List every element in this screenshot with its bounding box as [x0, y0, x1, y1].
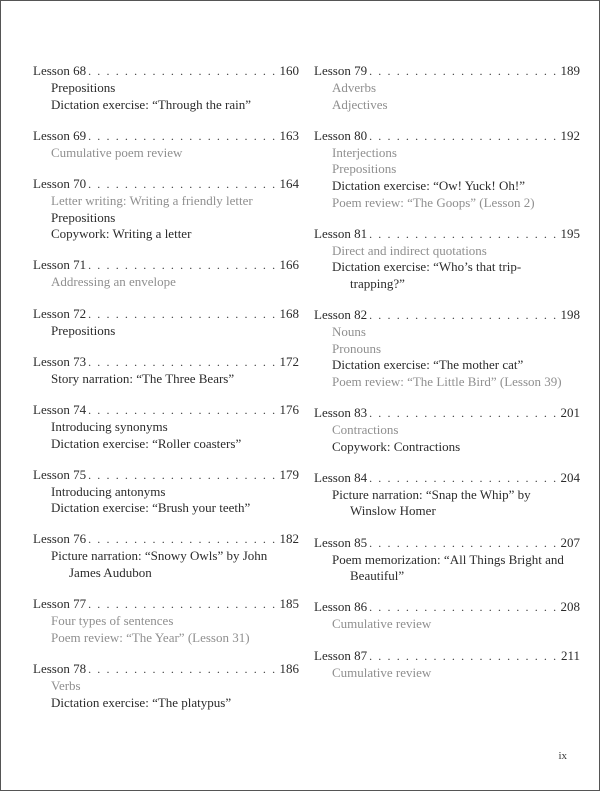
lesson-topic	[314, 665, 580, 682]
lesson-topic	[314, 357, 580, 374]
toc-entry	[314, 469, 580, 520]
lesson-topic	[314, 324, 580, 341]
lesson-page-number: 176	[279, 401, 299, 417]
lesson-topic	[314, 195, 580, 212]
lesson-topic	[314, 178, 580, 195]
dot-leader	[369, 648, 558, 665]
topic-text: Prepositions	[332, 161, 397, 177]
dot-leader	[369, 63, 557, 80]
lesson-page-number: 201	[560, 405, 580, 421]
lesson-topic	[314, 552, 580, 585]
lesson-heading	[314, 469, 580, 487]
lesson-heading	[314, 404, 580, 422]
toc-left-column	[33, 62, 299, 725]
lesson-topic	[314, 616, 580, 633]
topic-text: Cumulative review	[332, 664, 432, 680]
toc-entry	[33, 175, 299, 243]
toc-entry	[314, 225, 580, 293]
topic-text: Verbs	[51, 678, 81, 694]
toc-entry	[33, 256, 299, 291]
dot-leader	[88, 596, 276, 613]
topic-continuation: Beautiful”	[350, 568, 405, 584]
toc-entry	[33, 595, 299, 646]
topic-text: Introducing synonyms	[51, 418, 168, 434]
topic-text: Prepositions	[51, 80, 116, 95]
toc-entry	[33, 127, 299, 162]
lesson-page-number: 164	[279, 175, 299, 191]
lesson-title: Lesson 75	[33, 466, 87, 482]
dot-leader	[369, 599, 557, 616]
lesson-topic	[33, 97, 299, 114]
dot-leader	[88, 661, 276, 678]
lesson-title: Lesson 85	[314, 534, 368, 550]
lesson-topic	[33, 484, 299, 501]
lesson-topic	[314, 422, 580, 439]
lesson-topic	[33, 80, 299, 97]
lesson-topic	[314, 374, 580, 391]
toc-entry	[33, 530, 299, 581]
lesson-topic	[314, 80, 580, 97]
lesson-topic	[33, 613, 299, 630]
topic-text: Poem review: “The Goops” (Lesson 2)	[332, 194, 535, 210]
dot-leader	[88, 63, 276, 80]
dot-leader	[369, 470, 557, 487]
lesson-heading	[33, 353, 299, 371]
lesson-page-number: 198	[560, 307, 580, 323]
dot-leader	[88, 176, 276, 193]
lesson-topic	[33, 419, 299, 436]
toc-right-column	[314, 62, 580, 695]
lesson-topic	[33, 695, 299, 712]
topic-text: Poem review: “The Little Bird” (Lesson 39)	[332, 373, 562, 389]
dot-leader	[88, 257, 276, 274]
lesson-page-number: 168	[279, 305, 299, 321]
lesson-page-number: 186	[279, 661, 299, 677]
lesson-topic	[314, 161, 580, 178]
lesson-title: Lesson 84	[314, 469, 368, 485]
lesson-title: Lesson 83	[314, 405, 368, 421]
lesson-title: Lesson 87	[314, 647, 368, 663]
lesson-page-number: 163	[279, 127, 299, 143]
toc-entry	[33, 62, 299, 113]
lesson-title: Lesson 74	[33, 401, 87, 417]
page-number: ix	[558, 750, 567, 762]
topic-continuation: trapping?”	[350, 275, 405, 291]
lesson-topic	[33, 548, 299, 581]
topic-text: Dictation exercise: “Brush your teeth”	[51, 500, 251, 516]
lesson-title: Lesson 70	[33, 175, 87, 191]
toc-entry	[33, 305, 299, 340]
topic-text: Picture narration: “Snap the Whip” by	[332, 486, 531, 502]
lesson-topic	[314, 259, 580, 292]
lesson-heading	[33, 466, 299, 484]
topic-text: Adjectives	[332, 96, 388, 112]
dot-leader	[88, 128, 276, 145]
lesson-page-number: 182	[279, 531, 299, 547]
topic-text: Dictation exercise: “Through the rain”	[51, 96, 251, 112]
lesson-topic	[33, 630, 299, 647]
lesson-topic	[314, 145, 580, 162]
lesson-page-number: 208	[560, 599, 580, 615]
toc-entry	[33, 466, 299, 517]
lesson-title: Lesson 71	[33, 257, 87, 273]
lesson-topic	[33, 193, 299, 210]
lesson-page-number: 195	[560, 225, 580, 241]
lesson-topic	[33, 436, 299, 453]
lesson-topic	[33, 145, 299, 162]
topic-text: Nouns	[332, 324, 366, 340]
lesson-heading	[314, 598, 580, 616]
topic-text: Pronouns	[332, 340, 382, 356]
lesson-topic	[33, 274, 299, 291]
topic-text: Poem review: “The Year” (Lesson 31)	[51, 629, 250, 645]
lesson-topic	[314, 243, 580, 260]
lesson-heading	[314, 127, 580, 145]
lesson-page-number: 160	[279, 63, 299, 78]
dot-leader	[369, 128, 557, 145]
topic-text: Copywork: Writing a letter	[51, 226, 192, 242]
lesson-heading	[314, 534, 580, 552]
toc-entry	[33, 660, 299, 711]
lesson-page-number: 211	[560, 647, 580, 663]
topic-text: Prepositions	[51, 209, 116, 225]
lesson-heading	[33, 401, 299, 419]
lesson-heading	[33, 530, 299, 548]
lesson-title: Lesson 72	[33, 305, 87, 321]
lesson-title: Lesson 78	[33, 661, 87, 677]
lesson-title: Lesson 69	[33, 127, 87, 143]
toc-entry	[33, 401, 299, 452]
topic-text: Dictation exercise: “Who’s that trip-	[332, 259, 522, 275]
lesson-title: Lesson 82	[314, 307, 368, 323]
toc-entry	[314, 306, 580, 390]
toc-entry	[314, 598, 580, 633]
lesson-page-number: 204	[560, 469, 580, 485]
lesson-heading	[33, 62, 299, 80]
lesson-heading	[33, 127, 299, 145]
lesson-topic	[314, 439, 580, 456]
topic-continuation: Winslow Homer	[350, 503, 436, 519]
topic-text: Four types of sentences	[51, 613, 174, 629]
lesson-page-number: 207	[560, 534, 580, 550]
topic-text: Story narration: “The Three Bears”	[51, 370, 235, 386]
lesson-topic	[33, 678, 299, 695]
lesson-topic	[314, 341, 580, 358]
lesson-heading	[33, 660, 299, 678]
toc-entry	[314, 647, 580, 682]
topic-text: Dictation exercise: “Roller coasters”	[51, 435, 242, 451]
lesson-page-number: 172	[279, 353, 299, 369]
topic-text: Dictation exercise: “The platypus”	[51, 694, 232, 710]
lesson-page-number: 189	[560, 63, 580, 78]
topic-text: Cumulative review	[332, 616, 432, 632]
lesson-topic	[33, 226, 299, 243]
dot-leader	[88, 402, 276, 419]
toc-entry	[314, 62, 580, 113]
topic-text: Interjections	[332, 144, 397, 160]
lesson-page-number: 192	[560, 127, 580, 143]
lesson-page-number: 166	[279, 257, 299, 273]
topic-text: Cumulative poem review	[51, 144, 183, 160]
lesson-heading	[33, 595, 299, 613]
lesson-title: Lesson 77	[33, 596, 87, 612]
dot-leader	[369, 535, 557, 552]
lesson-heading	[314, 306, 580, 324]
topic-text: Picture narration: “Snowy Owls” by John	[51, 548, 268, 564]
toc-entry	[314, 404, 580, 455]
lesson-title: Lesson 81	[314, 225, 368, 241]
toc-entry	[314, 127, 580, 211]
toc-entry	[33, 353, 299, 388]
lesson-heading	[33, 175, 299, 193]
lesson-page-number: 179	[279, 466, 299, 482]
topic-text: Contractions	[332, 422, 399, 438]
lesson-title: Lesson 86	[314, 599, 368, 615]
topic-text: Dictation exercise: “Ow! Yuck! Oh!”	[332, 177, 525, 193]
topic-text: Copywork: Contractions	[332, 438, 461, 454]
dot-leader	[369, 307, 557, 324]
topic-text: Addressing an envelope	[51, 274, 176, 290]
lesson-title: Lesson 79	[314, 63, 368, 78]
lesson-title: Lesson 76	[33, 531, 87, 547]
topic-continuation: James Audubon	[69, 565, 152, 581]
lesson-page-number: 185	[279, 596, 299, 612]
lesson-heading	[314, 647, 580, 665]
dot-leader	[369, 405, 557, 422]
dot-leader	[88, 531, 276, 548]
dot-leader	[88, 467, 276, 484]
dot-leader	[88, 354, 276, 371]
lesson-topic	[314, 97, 580, 114]
dot-leader	[88, 306, 276, 323]
topic-text: Direct and indirect quotations	[332, 242, 487, 258]
lesson-heading	[314, 62, 580, 80]
topic-text: Prepositions	[51, 322, 116, 338]
lesson-topic	[33, 371, 299, 388]
dot-leader	[369, 226, 557, 243]
lesson-heading	[33, 305, 299, 323]
topic-text: Introducing antonyms	[51, 483, 166, 499]
topic-text: Letter writing: Writing a friendly letter	[51, 192, 253, 208]
lesson-title: Lesson 73	[33, 353, 87, 369]
lesson-heading	[33, 256, 299, 274]
topic-text: Adverbs	[332, 80, 377, 95]
lesson-topic	[33, 500, 299, 517]
lesson-heading	[314, 225, 580, 243]
lesson-title: Lesson 68	[33, 63, 87, 78]
lesson-title: Lesson 80	[314, 127, 368, 143]
topic-text: Poem memorization: “All Things Bright and	[332, 551, 564, 567]
lesson-topic	[33, 323, 299, 340]
lesson-topic	[314, 487, 580, 520]
toc-entry	[314, 534, 580, 585]
lesson-topic	[33, 210, 299, 227]
topic-text: Dictation exercise: “The mother cat”	[332, 357, 524, 373]
